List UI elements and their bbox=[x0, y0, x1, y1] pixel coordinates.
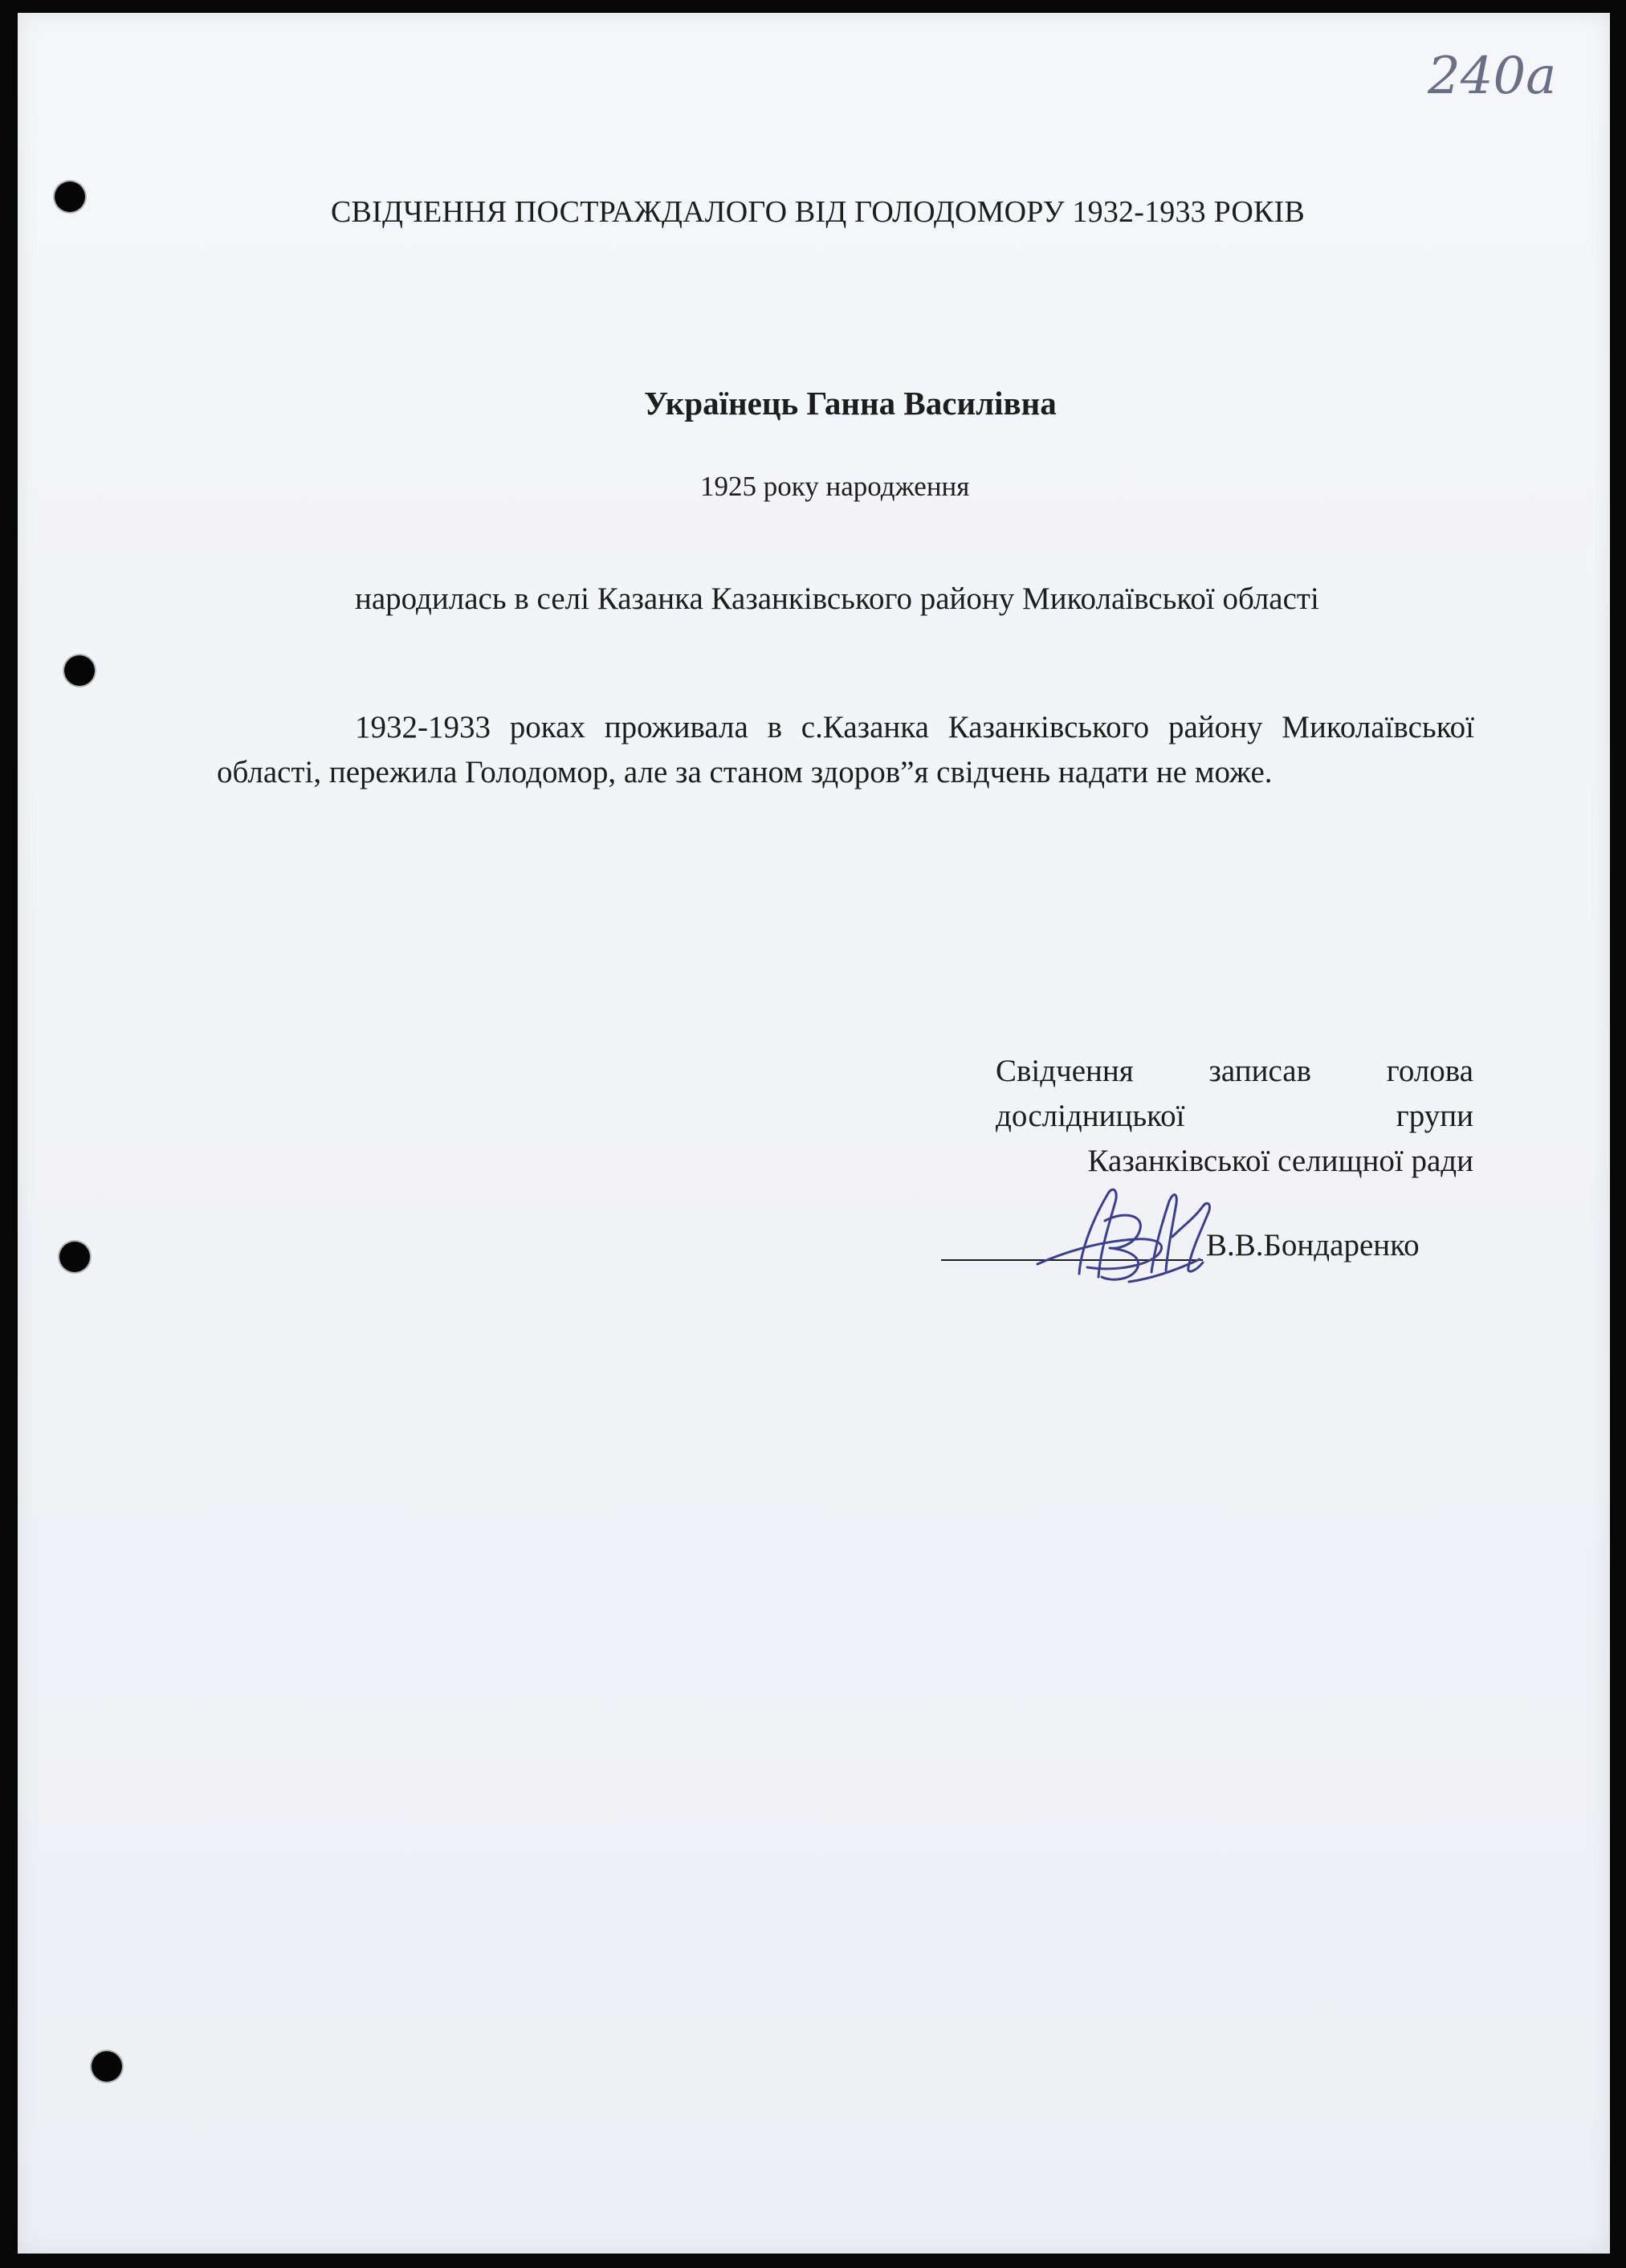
signature-stroke-4 bbox=[1151, 1195, 1176, 1272]
signature-stroke-2 bbox=[1079, 1189, 1116, 1277]
archive-number-mark bbox=[1424, 43, 1561, 108]
birth-year-line: 1925 року народження bbox=[700, 471, 970, 502]
document-title: СВІДЧЕННЯ ПОСТРАЖДАЛОГО ВІД ГОЛОДОМОРУ 1932-1933 РОКІВ bbox=[331, 195, 1305, 229]
paper-sheet bbox=[18, 13, 1610, 2254]
handwritten-signature bbox=[1031, 1169, 1224, 1290]
paragraph-birthplace-text: народилась в селі Казанка Казанківського району Миколаївської області bbox=[355, 581, 1319, 616]
punch-hole-1 bbox=[55, 182, 85, 212]
archive-number-text: 240a bbox=[1428, 47, 1557, 106]
punch-hole-3 bbox=[59, 1242, 90, 1272]
punch-hole-2 bbox=[64, 655, 95, 686]
signature-svg bbox=[1031, 1169, 1224, 1290]
paragraph-testimony bbox=[217, 705, 1474, 795]
recorder-block bbox=[996, 1049, 1473, 1184]
signer-name: В.В.Бондаренко bbox=[1206, 1228, 1420, 1262]
recorder-line-2: дослідницької групи bbox=[996, 1099, 1473, 1133]
recorder-line-1: Свідчення записав голова bbox=[996, 1054, 1473, 1088]
paragraph-testimony-text: 1932-1933 роках проживала в с.Казанка Казанківського району Миколаївської області, пережила Голодомор, але за станом здоров”я свідчень надати не може. bbox=[217, 710, 1474, 789]
signature-stroke-5 bbox=[1172, 1203, 1209, 1271]
paragraph-birthplace bbox=[217, 577, 1474, 622]
archive-number-svg bbox=[1424, 43, 1561, 108]
recorder-line-3: Казанківської селищної ради bbox=[1087, 1144, 1473, 1178]
punch-hole-4 bbox=[92, 2051, 122, 2082]
person-name: Українець Ганна Василівна bbox=[644, 385, 1057, 422]
